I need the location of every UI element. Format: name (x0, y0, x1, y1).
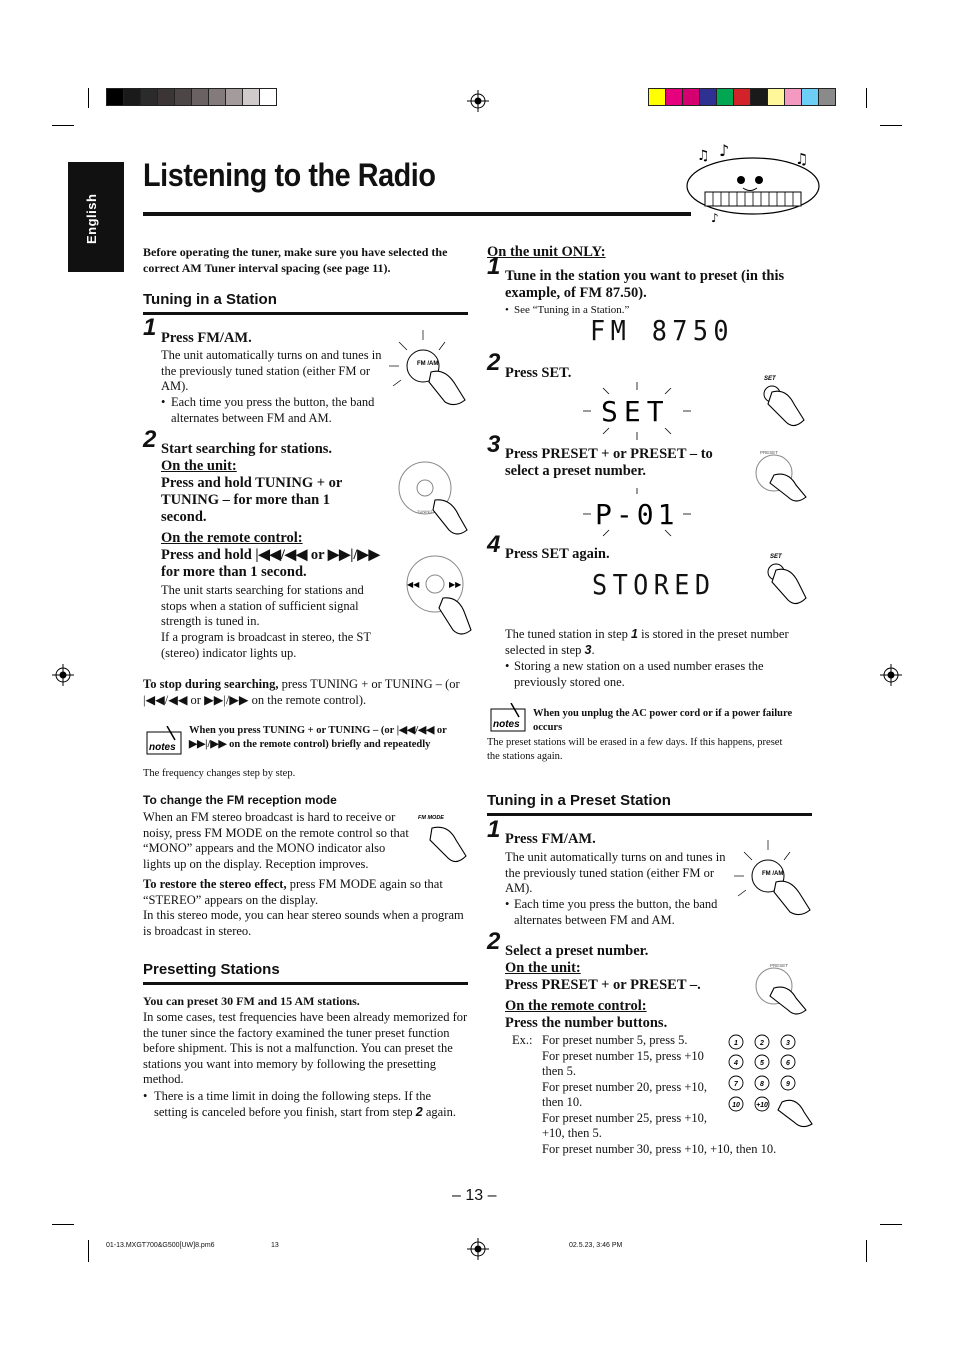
calibration-swatch (784, 88, 802, 106)
svg-text:+10: +10 (756, 1102, 768, 1109)
example-line: For preset number 15, press +10 then 5. (542, 1048, 704, 1078)
calibration-swatch (140, 88, 158, 106)
crop-mark (880, 1224, 902, 1225)
crop-mark (866, 1240, 867, 1262)
step-number: 2 (487, 928, 501, 955)
example-line: For preset number 30, press +10, +10, then 10. (542, 1141, 777, 1156)
calibration-swatch (174, 88, 192, 106)
preset-capacity-text: You can preset 30 FM and 15 AM stations. (143, 994, 360, 1008)
crop-mark (52, 1224, 74, 1225)
step-number: 3 (487, 431, 501, 458)
page-title: Listening to the Radio (143, 157, 436, 193)
calibration-swatch (699, 88, 717, 106)
display-stored: STORED (592, 568, 716, 601)
svg-text:FM /AM: FM /AM (762, 871, 784, 877)
calibration-swatch (106, 88, 124, 106)
svg-text:7: 7 (734, 1081, 738, 1088)
svg-text:notes: notes (149, 742, 176, 753)
remote-number-keypad-icon (724, 1032, 814, 1128)
step-title: Press SET. (505, 365, 572, 381)
registration-target-icon (52, 664, 74, 686)
svg-text:9: 9 (786, 1081, 790, 1088)
step-title: Press FM/AM. (161, 330, 252, 346)
calibration-swatch (767, 88, 785, 106)
example-label: Ex.: (512, 1033, 533, 1047)
svg-text:SET: SET (764, 376, 776, 382)
section-rule (143, 312, 468, 315)
step-body: If a program is broadcast in stereo, the ST (stereo) indicator lights up. (161, 630, 371, 660)
unit-instruction: Press PRESET + or PRESET –. (505, 977, 701, 993)
title-rule (143, 212, 691, 216)
calibration-swatch (242, 88, 260, 106)
preset-body: In some cases, test frequencies have been already memorized for the tuner since the factory examined the tuner preset function before shipment. This is not a malfunction. You can preset the stations you want into memory by following the presetting method. (143, 1010, 468, 1086)
example-line: For preset number 20, press +10, then 10. (542, 1079, 708, 1109)
svg-text:♪: ♪ (711, 211, 719, 224)
registration-target-icon (467, 90, 489, 112)
calibration-swatch (716, 88, 734, 106)
calibration-swatch (801, 88, 819, 106)
section-heading-presetting: Presetting Stations (143, 961, 280, 978)
svg-text:◀◀: ◀◀ (407, 580, 420, 589)
calibration-swatch (682, 88, 700, 106)
example-list (542, 1033, 777, 1157)
tuning-dial-press-icon (393, 458, 473, 538)
svg-text:1: 1 (734, 1040, 738, 1047)
remote-skip-buttons-icon (403, 550, 475, 638)
calibration-swatch (648, 88, 666, 106)
bullet-item: • Storing a new station on a used number erases the previously stored one. (505, 659, 764, 689)
bullet-item: • Each time you press the button, the band alternates between FM and AM. (161, 395, 375, 425)
svg-text:PRESET: PRESET (760, 450, 779, 455)
registration-target-icon (467, 1238, 489, 1260)
remote-instruction: Press and hold |◀◀/◀◀ or ▶▶|/▶▶ for more than 1 second. (161, 547, 380, 580)
bullet-item: • There is a time limit in doing the following steps. If the setting is canceled before you finish, start from step 2 again. (143, 1089, 457, 1119)
display-preset-number (583, 488, 691, 540)
footer-date: 02.5.23, 3:46 PM (569, 1242, 623, 1249)
calibration-swatch (208, 88, 226, 106)
svg-text:5: 5 (760, 1060, 764, 1067)
restore-stereo-text: To restore the stereo effect, press FM MODE again so that “STEREO” appears on the display. (143, 877, 443, 907)
unit-instruction: Press and hold TUNING + or TUNING – for more than 1 second. (161, 475, 343, 525)
note-text: The frequency changes step by step. (143, 768, 296, 779)
bullet-item: • See “Tuning in a Station.” (505, 304, 630, 316)
step-number: 1 (487, 816, 501, 843)
svg-text:2: 2 (760, 1040, 764, 1047)
stored-explanation: The tuned station in step 1 is stored in the preset number selected in step 3. (505, 627, 789, 657)
step-number: 2 (487, 349, 501, 376)
set-button-press-icon (758, 550, 808, 608)
unit-only-label: On the unit ONLY: (487, 244, 606, 260)
grayscale-calibration-bar (106, 88, 276, 106)
step-body: The unit starts searching for stations and stops when a station of sufficient signal strength is tuned in. (161, 583, 364, 628)
note-title: When you unplug the AC power cord or if a power failure occurs (533, 708, 793, 733)
stereo-mode-text: In this stereo mode, you can hear stereo sounds when a program is broadcast in stereo. (143, 908, 464, 938)
note-title: When you press TUNING + or TUNING – (or |◀◀/◀◀ or ▶▶|/▶▶ on the remote control) briefly and repeatedly (189, 725, 447, 750)
section-heading-tuning: Tuning in a Station (143, 291, 277, 308)
page-number: – 13 – (452, 1187, 497, 1204)
intro-text: Before operating the tuner, make sure you have selected the correct AM Tuner interval spacing (see page 11). (143, 245, 448, 275)
registration-target-icon (880, 664, 902, 686)
on-unit-label: On the unit: (161, 458, 237, 474)
step-number: 4 (487, 531, 501, 558)
section-rule (487, 813, 812, 816)
calibration-swatch (123, 88, 141, 106)
svg-text:6: 6 (786, 1060, 790, 1067)
on-remote-label: On the remote control: (161, 530, 303, 546)
crop-mark (88, 88, 89, 108)
notes-icon (489, 703, 529, 735)
calibration-swatch (191, 88, 209, 106)
svg-text:♪: ♪ (719, 141, 730, 160)
footer-page: 13 (271, 1242, 279, 1249)
svg-text:TUNING: TUNING (417, 509, 433, 514)
svg-text:4: 4 (734, 1060, 738, 1067)
svg-text:8: 8 (760, 1081, 764, 1088)
stop-searching-text: To stop during searching, press TUNING + or TUNING – (or |◀◀/◀◀ or ▶▶|/▶▶ on the remote control). (143, 677, 460, 707)
on-unit-label: On the unit: (505, 960, 581, 976)
fm-am-button-press-icon (385, 328, 471, 408)
crop-mark (52, 125, 74, 126)
on-remote-label: On the remote control: (505, 998, 647, 1014)
step-number: 2 (143, 426, 157, 453)
svg-text:♫: ♫ (697, 148, 710, 164)
step-number: 1 (143, 314, 157, 341)
step-body: The unit automatically turns on and tunes in the previously tuned station (either FM or AM). (161, 348, 382, 393)
note-text: The preset stations will be erased in a few days. If this happens, preset the stations again. (487, 737, 783, 762)
calibration-swatch (665, 88, 683, 106)
svg-text:▶▶: ▶▶ (449, 580, 462, 589)
display-set-flash (583, 382, 691, 440)
svg-text:3: 3 (786, 1040, 790, 1047)
footer-filename: 01-13.MXGT700&G500[UW]8.pm6 (106, 1242, 215, 1249)
step-title: Tune in the station you want to preset (in this example, of FM 87.50). (505, 268, 785, 301)
keyboard-illustration-icon (683, 140, 825, 224)
calibration-swatch (259, 88, 277, 106)
example-line: For preset number 25, press +10, +10, then 5. (542, 1110, 708, 1140)
display-fm-frequency: FM 8750 (590, 314, 735, 347)
svg-text:FM /AM: FM /AM (417, 361, 439, 367)
calibration-swatch (818, 88, 836, 106)
fm-am-button-press-icon (730, 838, 816, 918)
svg-text:SET: SET (770, 554, 782, 560)
crop-mark (866, 88, 867, 108)
step-number: 1 (487, 253, 501, 280)
step-title: Press PRESET + or PRESET – to select a preset number. (505, 446, 713, 479)
bullet-item: • Each time you press the button, the band alternates between FM and AM. (505, 897, 718, 927)
example-line: For preset number 5, press 5. (542, 1033, 688, 1047)
step-body: The unit automatically turns on and tunes in the previously tuned station (either FM or AM). (505, 850, 726, 895)
svg-text:♫: ♫ (795, 150, 809, 168)
step-title: Press SET again. (505, 546, 610, 562)
step-title: Press FM/AM. (505, 831, 596, 847)
preset-buttons-press-icon (748, 445, 810, 503)
svg-text:P-01: P-01 (595, 498, 679, 531)
calibration-swatch (750, 88, 768, 106)
step-title: Select a preset number. (505, 943, 649, 959)
calibration-swatch (225, 88, 243, 106)
set-button-press-icon (758, 372, 808, 430)
preset-buttons-press-icon (748, 958, 810, 1016)
crop-mark (880, 125, 902, 126)
crop-mark (88, 1240, 89, 1262)
svg-text:FM MODE: FM MODE (418, 815, 444, 821)
remote-instruction: Press the number buttons. (505, 1015, 668, 1031)
step-title: Start searching for stations. (161, 441, 333, 457)
language-tab: English (68, 162, 124, 272)
section-heading-tuning-preset: Tuning in a Preset Station (487, 792, 671, 809)
fm-mode-text: When an FM stereo broadcast is hard to receive or noisy, press FM MODE on the remote control so that “MONO” appears and the MONO indicator also lights up on the display. Reception improves. (143, 810, 409, 871)
svg-text:PRESET: PRESET (770, 963, 789, 968)
calibration-swatch (733, 88, 751, 106)
notes-icon (145, 726, 185, 758)
svg-text:SET: SET (601, 395, 670, 428)
calibration-swatch (157, 88, 175, 106)
svg-text:10: 10 (732, 1102, 740, 1109)
fm-mode-heading: To change the FM reception mode (143, 793, 337, 807)
section-rule (143, 982, 468, 985)
svg-text:notes: notes (493, 719, 520, 730)
fm-mode-button-press-icon (414, 810, 472, 866)
color-calibration-bar (648, 88, 835, 106)
